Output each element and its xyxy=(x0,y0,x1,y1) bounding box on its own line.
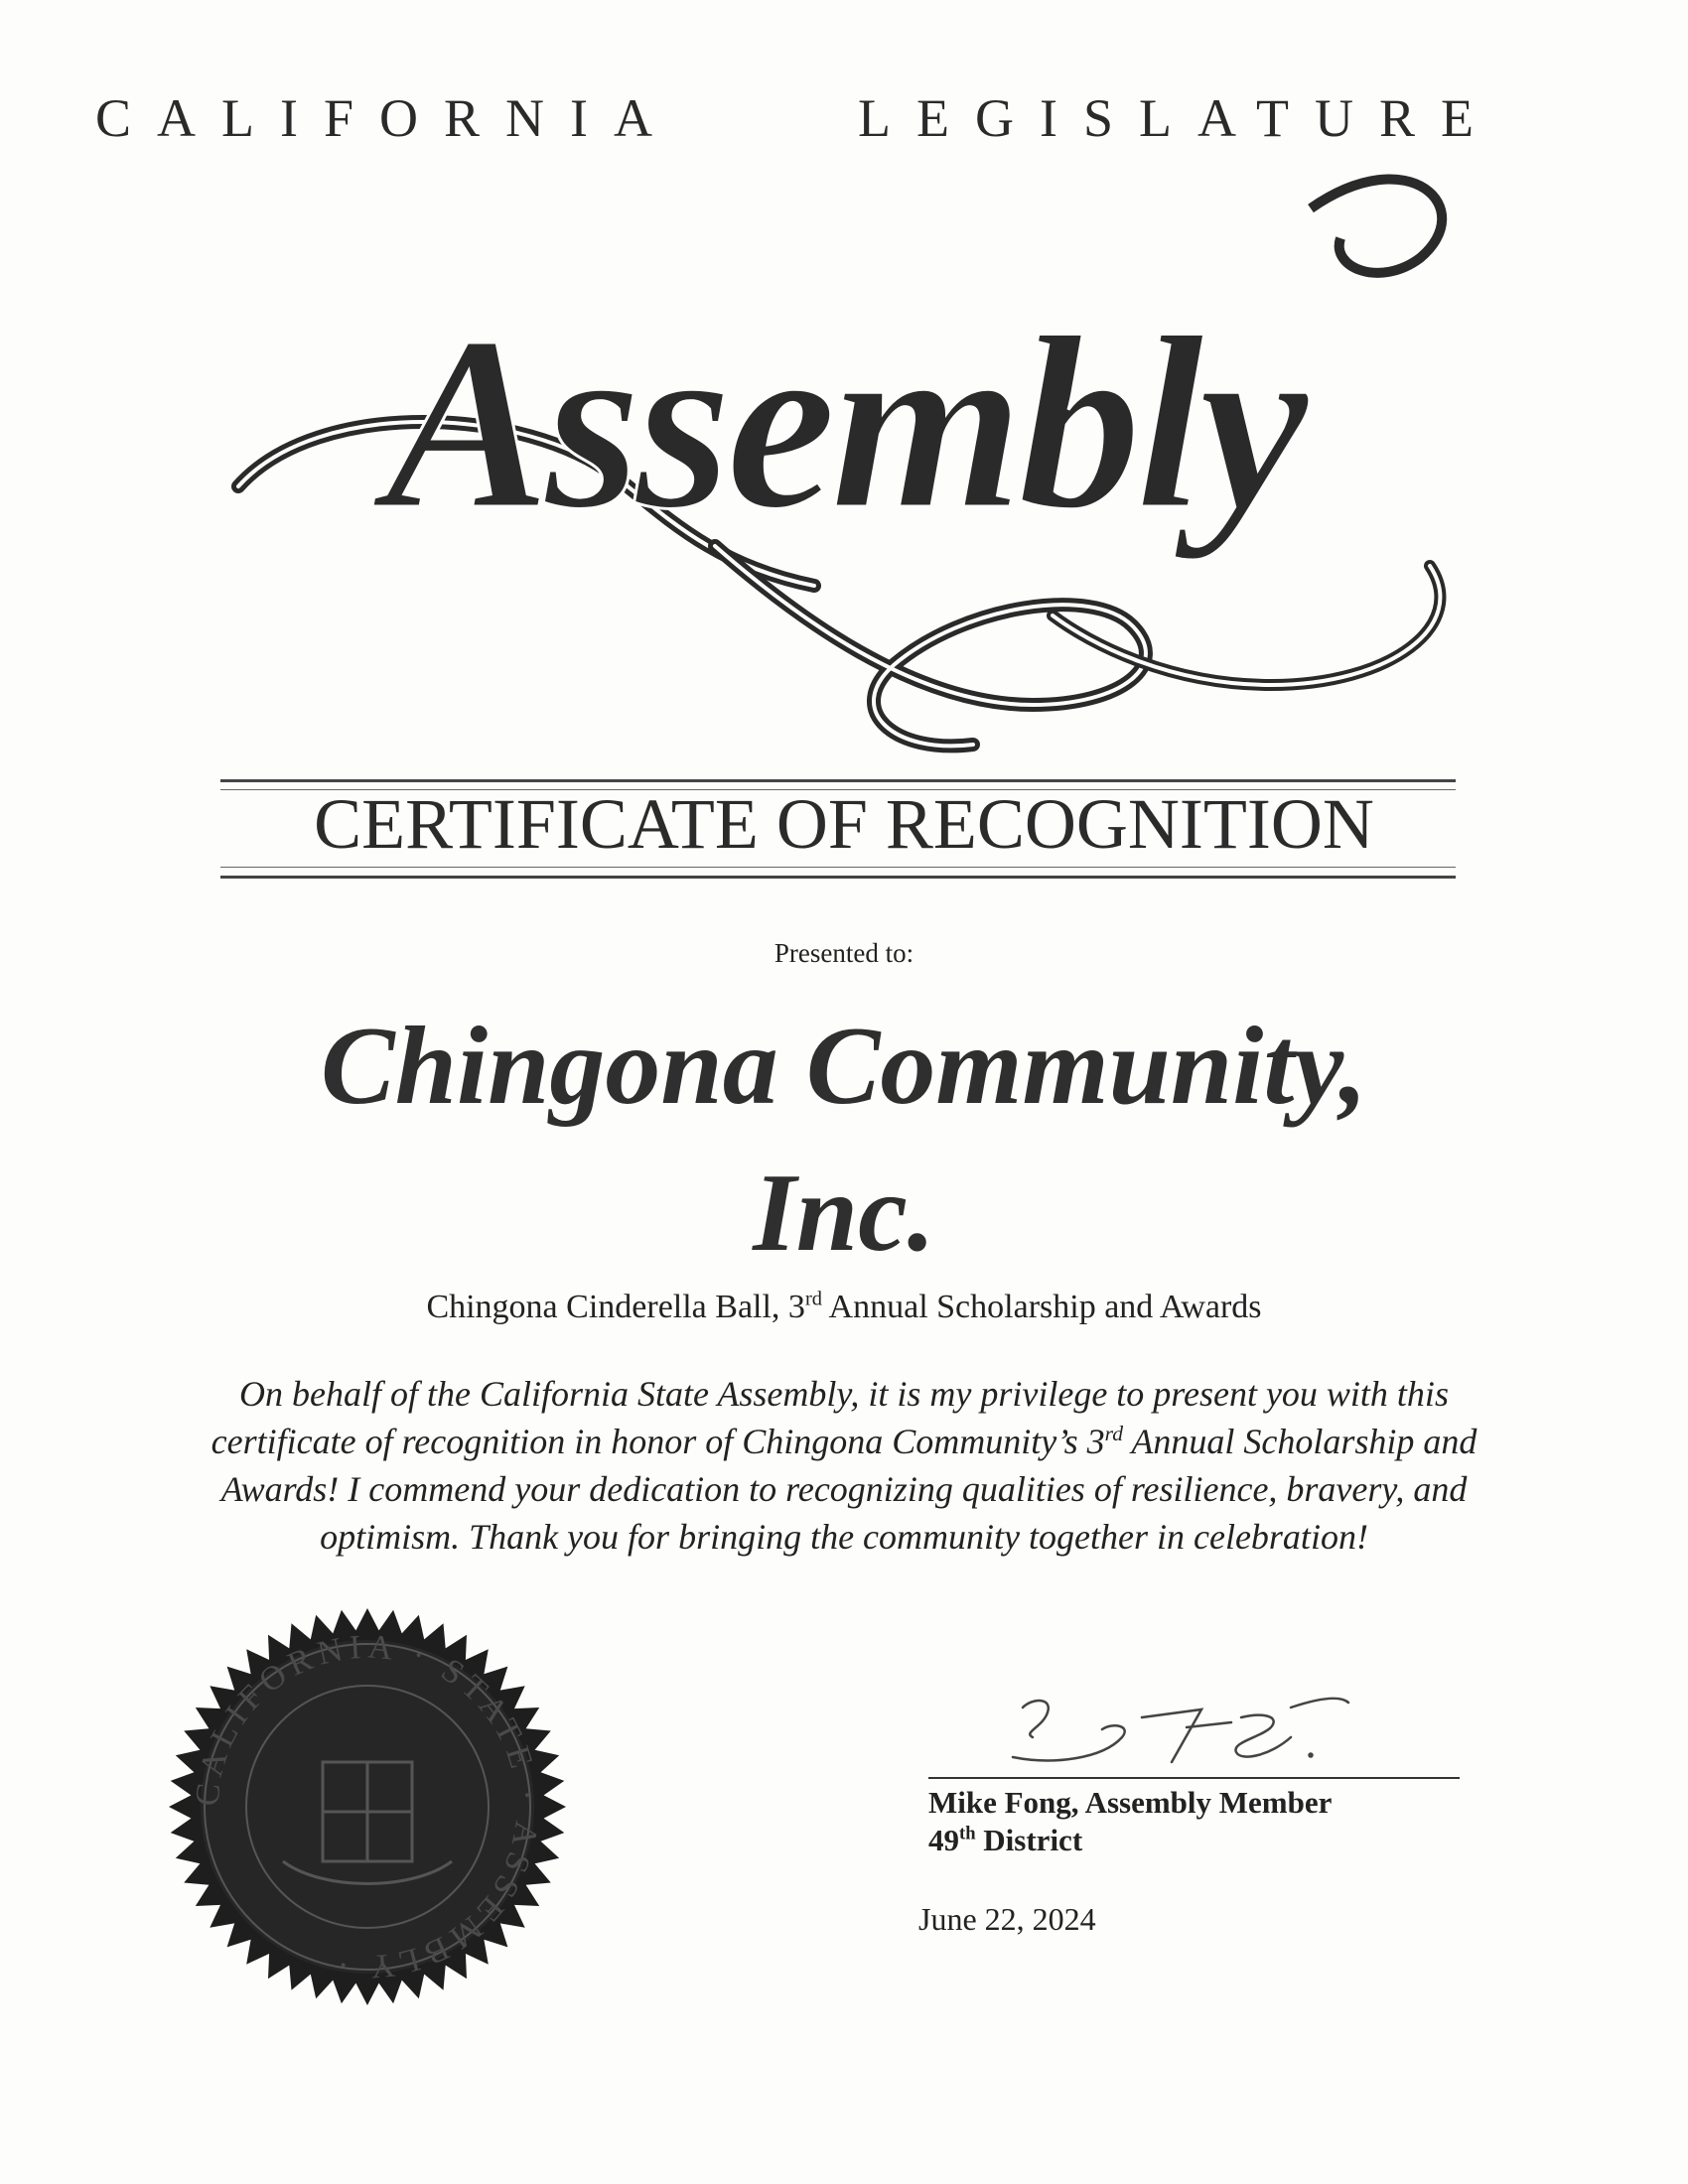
title-rule-bottom-thin xyxy=(220,867,1456,868)
svg-text:Assembly: Assembly xyxy=(384,286,1304,561)
signature xyxy=(993,1668,1350,1777)
district-number: 49 xyxy=(928,1823,959,1857)
recipient-name-line1: Chingona Community, xyxy=(321,1005,1367,1128)
signature-line xyxy=(928,1777,1460,1779)
event-suffix: Annual Scholarship and Awards xyxy=(821,1289,1262,1325)
state-seal xyxy=(164,1603,571,2010)
signer-name: Mike Fong, Assembly Member xyxy=(928,1785,1333,1820)
body-ordinal: rd xyxy=(1104,1422,1123,1445)
body-part2: Annual Scholarship and Awards! I commend your dedication to recognizing qualities of resilience, bravery, and optimism. Thank you for bringing the community together in celebration! xyxy=(220,1422,1477,1557)
svg-text:CALIFORNIA · STATE · ASSEMBLY: CALIFORNIA · STATE · ASSEMBLY · xyxy=(189,1628,546,1985)
certificate-title: CERTIFICATE OF RECOGNITION xyxy=(314,784,1374,864)
certificate-date: June 22, 2024 xyxy=(918,1901,1096,1937)
event-prefix: Chingona Cinderella Ball, 3 xyxy=(426,1289,805,1325)
header-legislature: LEGISLATURE xyxy=(858,88,1499,148)
recipient-name-line2: Inc. xyxy=(753,1152,935,1275)
body-part1: On behalf of the California State Assembly, it is my privilege to present you with this certificate of recognition in honor of Chingona Community’s 3 xyxy=(211,1374,1449,1461)
header-california: CALIFORNIA xyxy=(95,88,679,148)
presented-to-label: Presented to: xyxy=(774,938,914,968)
event-title xyxy=(0,1289,1688,1326)
district-suffix: District xyxy=(975,1823,1083,1857)
district-ordinal: th xyxy=(959,1823,976,1844)
title-rule-bottom xyxy=(220,876,1456,879)
event-ordinal: rd xyxy=(804,1288,822,1310)
certificate-body xyxy=(179,1370,1509,1561)
signer-district xyxy=(928,1823,1082,1858)
assembly-logo xyxy=(199,149,1489,804)
